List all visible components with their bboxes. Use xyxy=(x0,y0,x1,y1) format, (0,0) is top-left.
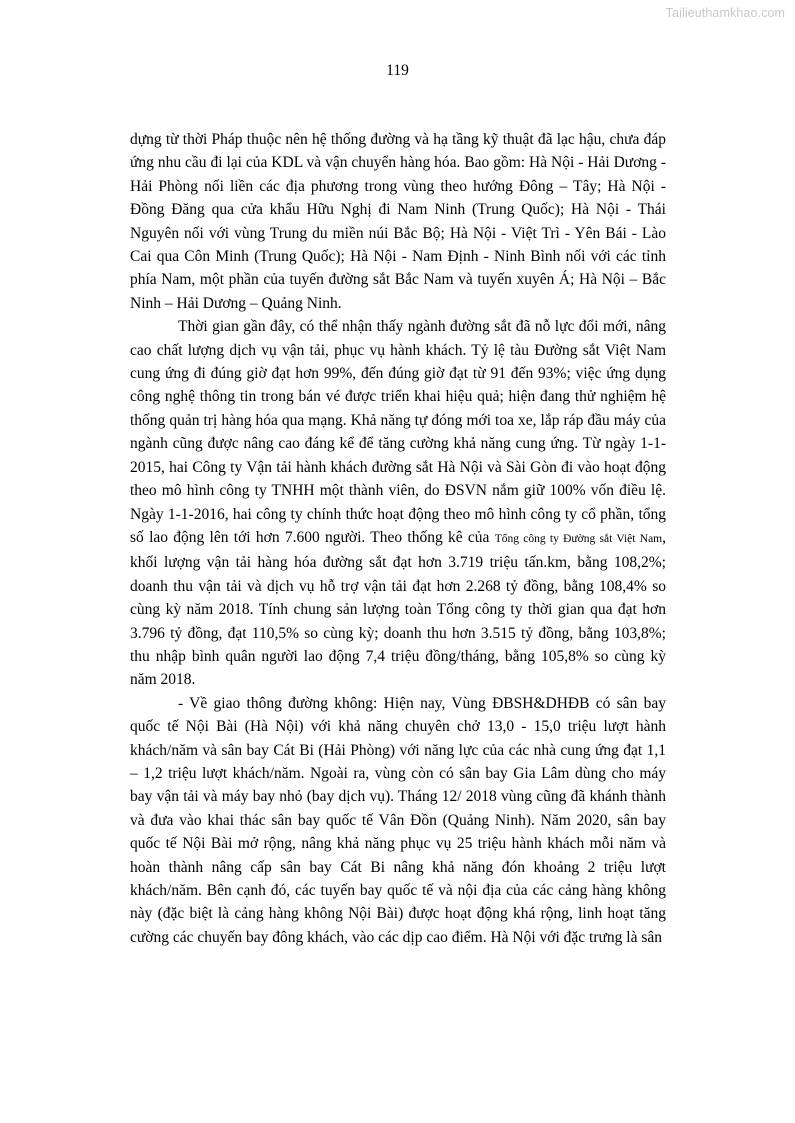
railway-performance-text-1: Thời gian gần đây, có thể nhận thấy ngành đường sắt đã nỗ lực đổi mới, nâng cao chất lượng dịch vụ vận tải, phục vụ hành khách. Tỷ lệ tàu Đường sắt Việt Nam cung ứng đi đúng giờ đạt hơn 99%, đến đúng giờ đạt từ 91 đến 93%; việc ứng dụng công nghệ thông tin trong bán vé được triển khai hiệu quả; hiện đang thử nghiệm hệ thống quản trị hàng hóa qua mạng. Khả năng tự đóng mới toa xe, lắp ráp đầu máy của ngành cũng được nâng cao đáng kể để tăng cường khả năng cung ứng. Từ ngày 1-1-2015, hai Công ty Vận tải hành khách đường sắt Hà Nội và Sài Gòn đi vào hoạt động theo mô hình công ty TNHH một thành viên, do ĐSVN nắm giữ 100% vốn điều lệ. Ngày 1-1-2016, hai công ty chính thức hoạt động theo mô hình công ty cổ phần, tổng số lao động lên tới hơn 7.600 người. Theo thống kê của xyxy=(130,318,666,546)
railway-corporation-name: Tổng công ty Đường sắt Việt Nam xyxy=(494,532,663,545)
paragraph-air-transport: - Về giao thông đường không: Hiện nay, Vùng ĐBSH&DHĐB có sân bay quốc tế Nội Bài (Hà Nội) với khả năng chuyên chở 13,0 - 15,0 triệu lượt hành khách/năm và sân bay Cát Bi (Hải Phòng) với năng lực của các nhà cung ứng đạt 1,1 – 1,2 triệu lượt khách/năm. Ngoài ra, vùng còn có sân bay Gia Lâm dùng cho máy bay vận tải và máy bay nhỏ (bay dịch vụ). Tháng 12/ 2018 vùng cũng đã khánh thành và đưa vào khai thác sân bay quốc tế Vân Đồn (Quảng Ninh). Năm 2020, sân bay quốc tế Nội Bài mở rộng, nâng khả năng phục vụ 25 triệu hành khách mỗi năm và hoàn thành nâng cấp sân bay Cát Bi nâng khả năng đón khoảng 2 triệu lượt khách/năm. Bên cạnh đó, các tuyến bay quốc tế và nội địa của các cảng hàng không này (đặc biệt là cảng hàng không Nội Bài) được hoạt động khá rộng, linh hoạt tăng cường các chuyến bay đông khách, vào các dịp cao điểm. Hà Nội với đặc trưng là sân xyxy=(130,694,666,946)
page-number: 119 xyxy=(386,62,409,79)
page-body xyxy=(130,128,666,949)
paragraph-railway-routes: dựng từ thời Pháp thuộc nên hệ thống đường và hạ tầng kỹ thuật đã lạc hậu, chưa đáp ứng nhu cầu đi lại của KDL và vận chuyển hàng hóa. Bao gồm: Hà Nội - Hải Dương - Hải Phòng nối liền các địa phương trong vùng theo hướng Đông – Tây; Hà Nội - Đồng Đăng qua cửa khẩu Hữu Nghị đi Nam Ninh (Trung Quốc); Hà Nội - Thái Nguyên nối với vùng Trung du miền núi Bắc Bộ; Hà Nội - Việt Trì - Yên Bái - Lào Cai qua Côn Minh (Trung Quốc); Hà Nội - Nam Định - Ninh Bình nối với các tỉnh phía Nam, một phần của tuyến đường sắt Bắc Nam và tuyến xuyên Á; Hà Nội – Bắc Ninh – Hải Dương – Quảng Ninh. xyxy=(130,131,666,312)
watermark: Tailieuthamkhao.com xyxy=(665,6,785,20)
paragraph-railway-performance xyxy=(130,315,666,692)
railway-performance-text-2: , khối lượng vận tải hàng hóa đường sắt đạt hơn 3.719 triệu tấn.km, bằng 108,2%; doanh thu vận tải và dịch vụ hỗ trợ vận tải đạt hơn 2.268 tỷ đồng, bằng 108,4% so cùng kỳ năm 2018. Tính chung sản lượng toàn Tổng công ty thời gian qua đạt hơn 3.796 tỷ đồng, đạt 110,5% so cùng kỳ; doanh thu hơn 3.515 tỷ đồng, bằng 103,8%; thu nhập bình quân người lao động 7,4 triệu đồng/tháng, bằng 105,8% so cùng kỳ năm 2018. xyxy=(130,528,666,689)
